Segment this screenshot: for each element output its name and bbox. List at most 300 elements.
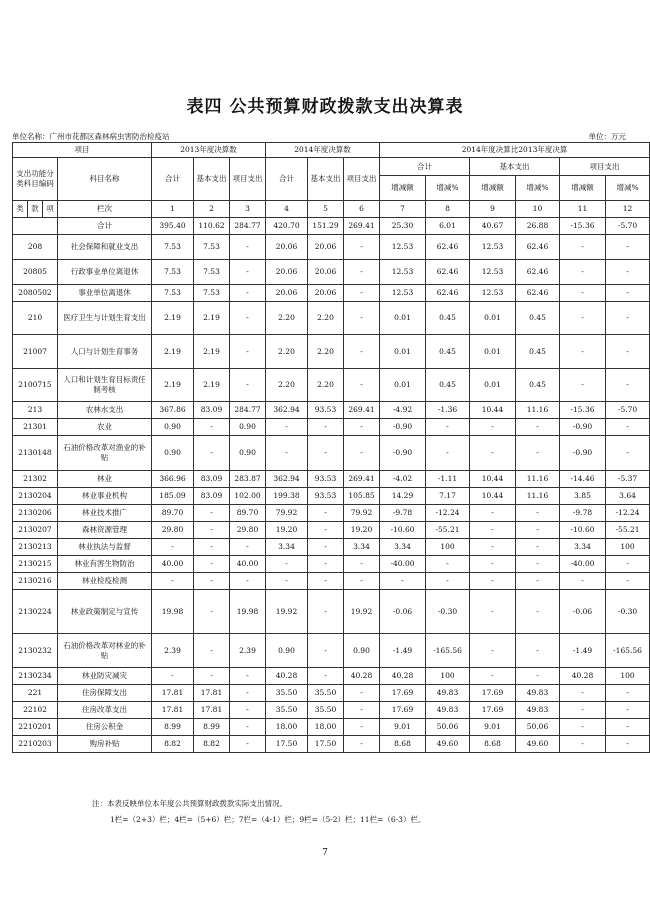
value-cell: - (230, 736, 266, 753)
value-cell: - (194, 668, 230, 685)
value-cell: 269.41 (344, 218, 380, 235)
value-cell: - (266, 436, 308, 471)
header-2013-basic: 基本支出 (194, 158, 230, 201)
value-cell: - (560, 573, 606, 590)
subject-name: 石油价格改革对林业的补贴 (58, 634, 152, 668)
value-cell: 83.09 (194, 471, 230, 488)
value-cell: 7.53 (194, 235, 230, 260)
header-2014: 2014年度决算数 (266, 143, 380, 158)
header-subject: 科目名称 (58, 158, 152, 201)
value-cell: - (560, 719, 606, 736)
value-cell: - (344, 719, 380, 736)
subject-name: 森林资源管理 (58, 522, 152, 539)
value-cell: -9.78 (560, 505, 606, 522)
table-row (13, 471, 650, 488)
value-cell: 100 (426, 539, 470, 556)
value-cell: 50.06 (426, 719, 470, 736)
value-cell: 20.06 (266, 285, 308, 302)
header-inc-amt: 增减额 (560, 176, 606, 201)
value-cell: - (516, 539, 560, 556)
value-cell: - (470, 522, 516, 539)
header-xiang: 项 (43, 201, 58, 218)
value-cell: 40.28 (266, 668, 308, 685)
value-cell: - (516, 419, 560, 436)
value-cell: 17.81 (152, 685, 194, 702)
value-cell: 12.53 (470, 260, 516, 285)
header-cmp-project: 项目支出 (560, 158, 650, 176)
value-cell: - (606, 719, 650, 736)
value-cell: 6.01 (426, 218, 470, 235)
value-cell: - (194, 522, 230, 539)
value-cell: - (230, 285, 266, 302)
table-row (13, 436, 650, 471)
func-code: 2130148 (13, 436, 58, 471)
value-cell: 100 (606, 668, 650, 685)
func-code: 2210201 (13, 719, 58, 736)
value-cell: - (194, 556, 230, 573)
value-cell: - (606, 235, 650, 260)
value-cell: - (470, 419, 516, 436)
subject-name: 事业单位离退休 (58, 285, 152, 302)
value-cell: - (152, 539, 194, 556)
value-cell: 284.77 (230, 402, 266, 419)
value-cell: - (308, 590, 344, 634)
value-cell: 2.20 (308, 302, 344, 335)
value-cell: 0.90 (230, 419, 266, 436)
value-cell: 9.01 (470, 719, 516, 736)
header-row-2 (13, 158, 650, 176)
value-cell: 62.46 (516, 235, 560, 260)
expenditure-table (12, 142, 650, 753)
func-code: 21007 (13, 335, 58, 369)
value-cell: 17.69 (380, 685, 426, 702)
value-cell: - (516, 556, 560, 573)
value-cell: -0.90 (380, 436, 426, 471)
value-cell: -165.56 (426, 634, 470, 668)
value-cell: 0.45 (426, 369, 470, 402)
subject-name: 住房公积金 (58, 719, 152, 736)
value-cell: 2.19 (194, 369, 230, 402)
value-cell: 19.20 (266, 522, 308, 539)
value-cell: 11.16 (516, 402, 560, 419)
header-inc-pct: 增减% (516, 176, 560, 201)
table-row (13, 285, 650, 302)
value-cell: - (230, 369, 266, 402)
value-cell: 8.82 (152, 736, 194, 753)
value-cell: - (230, 668, 266, 685)
column-number-row (13, 201, 650, 218)
value-cell: 35.50 (308, 702, 344, 719)
func-code: 21301 (13, 419, 58, 436)
value-cell: - (344, 573, 380, 590)
value-cell: 29.80 (152, 522, 194, 539)
value-cell: - (344, 260, 380, 285)
value-cell: 269.41 (344, 402, 380, 419)
subject-name: 住房保障支出 (58, 685, 152, 702)
value-cell: 3.34 (344, 539, 380, 556)
header-inc-pct: 增减% (426, 176, 470, 201)
value-cell: - (344, 419, 380, 436)
table-row (13, 505, 650, 522)
table-row (13, 719, 650, 736)
value-cell: - (194, 634, 230, 668)
table-row (13, 260, 650, 285)
value-cell: 11.16 (516, 488, 560, 505)
table-row (13, 590, 650, 634)
func-code: 2130234 (13, 668, 58, 685)
value-cell: - (426, 419, 470, 436)
value-cell: -5.70 (606, 402, 650, 419)
value-cell: - (308, 556, 344, 573)
table-row (13, 634, 650, 668)
value-cell: 25.30 (380, 218, 426, 235)
value-cell: 2.19 (152, 335, 194, 369)
value-cell: 3.34 (560, 539, 606, 556)
value-cell: 0.90 (266, 634, 308, 668)
value-cell: 18.00 (266, 719, 308, 736)
value-cell: 0.45 (516, 335, 560, 369)
value-cell: 366.96 (152, 471, 194, 488)
value-cell: - (266, 556, 308, 573)
value-cell: 17.69 (380, 702, 426, 719)
value-cell: 19.20 (344, 522, 380, 539)
value-cell: 62.46 (426, 260, 470, 285)
subject-name: 农林水支出 (58, 402, 152, 419)
value-cell: - (470, 573, 516, 590)
value-cell: -0.30 (426, 590, 470, 634)
value-cell: - (344, 285, 380, 302)
value-cell: 0.45 (426, 302, 470, 335)
value-cell: - (560, 369, 606, 402)
value-cell: - (516, 505, 560, 522)
value-cell: 19.92 (344, 590, 380, 634)
header-kuan: 款 (28, 201, 43, 218)
value-cell: 0.01 (470, 369, 516, 402)
func-code: 2100715 (13, 369, 58, 402)
value-cell: 7.17 (426, 488, 470, 505)
value-cell: -1.36 (426, 402, 470, 419)
func-code: 213 (13, 402, 58, 419)
value-cell: - (344, 335, 380, 369)
value-cell: 2.20 (266, 302, 308, 335)
subject-name: 人口与计划生育事务 (58, 335, 152, 369)
value-cell: - (516, 522, 560, 539)
value-cell: 17.81 (194, 702, 230, 719)
value-cell: -40.00 (380, 556, 426, 573)
value-cell: - (266, 573, 308, 590)
value-cell: 49.60 (516, 736, 560, 753)
value-cell: - (308, 634, 344, 668)
value-cell: 17.69 (470, 702, 516, 719)
subject-name: 石油价格改革对渔业的补贴 (58, 436, 152, 471)
value-cell: 8.82 (194, 736, 230, 753)
value-cell: - (230, 335, 266, 369)
value-cell: 49.83 (516, 685, 560, 702)
value-cell: - (194, 590, 230, 634)
value-cell: 185.09 (152, 488, 194, 505)
value-cell: - (266, 419, 308, 436)
value-cell: - (344, 702, 380, 719)
header-inc-pct: 增减% (606, 176, 650, 201)
column-number: 9 (470, 201, 516, 218)
header-inc-amt: 增减额 (380, 176, 426, 201)
value-cell: - (152, 573, 194, 590)
value-cell: -0.06 (560, 590, 606, 634)
func-code: 2130204 (13, 488, 58, 505)
subject-name: 社会保障和就业支出 (58, 235, 152, 260)
subject-name: 住房改革支出 (58, 702, 152, 719)
subject-name: 林业技术推广 (58, 505, 152, 522)
table-row (13, 402, 650, 419)
value-cell: 62.46 (516, 260, 560, 285)
value-cell: 0.01 (380, 369, 426, 402)
value-cell: -0.90 (560, 436, 606, 471)
value-cell: - (230, 539, 266, 556)
column-formula: 1栏=（2+3）栏；4栏=（5+6）栏；7栏=（4-1）栏；9栏=（5-2）栏；11栏=（6-3）栏。 (110, 815, 426, 824)
value-cell: -40.00 (560, 556, 606, 573)
value-cell: - (560, 702, 606, 719)
func-code: 2080502 (13, 285, 58, 302)
value-cell: 151.29 (308, 218, 344, 235)
value-cell: 2.20 (308, 335, 344, 369)
value-cell: - (152, 668, 194, 685)
value-cell: 17.81 (194, 685, 230, 702)
subject-name: 林业执法与监督 (58, 539, 152, 556)
value-cell: - (516, 634, 560, 668)
value-cell: - (606, 302, 650, 335)
value-cell: - (230, 573, 266, 590)
table-row (13, 488, 650, 505)
value-cell: 12.53 (470, 235, 516, 260)
value-cell: - (470, 668, 516, 685)
value-cell: -4.92 (380, 402, 426, 419)
value-cell: - (194, 436, 230, 471)
value-cell: 62.46 (426, 285, 470, 302)
unit-label: 单位：万元 (588, 132, 626, 141)
subject-name: 行政事业单位离退休 (58, 260, 152, 285)
value-cell: 19.98 (152, 590, 194, 634)
value-cell: -5.70 (606, 218, 650, 235)
value-cell: 8.68 (380, 736, 426, 753)
value-cell: - (344, 436, 380, 471)
value-cell: -1.49 (560, 634, 606, 668)
column-number: 7 (380, 201, 426, 218)
value-cell: 7.53 (152, 260, 194, 285)
value-cell: - (560, 235, 606, 260)
value-cell: 35.50 (266, 702, 308, 719)
value-cell: 7.53 (152, 235, 194, 260)
value-cell: 10.44 (470, 402, 516, 419)
value-cell: - (194, 419, 230, 436)
value-cell: - (470, 590, 516, 634)
value-cell: 19.98 (230, 590, 266, 634)
value-cell: 362.94 (266, 402, 308, 419)
value-cell: - (230, 685, 266, 702)
header-2014-project: 项目支出 (344, 158, 380, 201)
column-number: 3 (230, 201, 266, 218)
value-cell: - (606, 685, 650, 702)
value-cell: 3.64 (606, 488, 650, 505)
value-cell: -15.36 (560, 402, 606, 419)
value-cell: - (606, 419, 650, 436)
subject-name: 林业事业机构 (58, 488, 152, 505)
value-cell: 110.62 (194, 218, 230, 235)
column-number: 10 (516, 201, 560, 218)
value-cell: -1.49 (380, 634, 426, 668)
header-lei: 类 (13, 201, 28, 218)
value-cell: 0.01 (470, 302, 516, 335)
func-code: 208 (13, 235, 58, 260)
value-cell: 40.28 (344, 668, 380, 685)
value-cell: - (606, 335, 650, 369)
func-code: 2130232 (13, 634, 58, 668)
func-code: 21302 (13, 471, 58, 488)
value-cell: 89.70 (152, 505, 194, 522)
value-cell: 89.70 (230, 505, 266, 522)
header-2013: 2013年度决算数 (152, 143, 266, 158)
value-cell: 40.00 (230, 556, 266, 573)
value-cell: 40.67 (470, 218, 516, 235)
column-number-label: 栏次 (58, 201, 152, 218)
value-cell: 26.88 (516, 218, 560, 235)
value-cell: - (308, 573, 344, 590)
value-cell: -12.24 (606, 505, 650, 522)
value-cell: - (560, 285, 606, 302)
value-cell: 83.09 (194, 402, 230, 419)
subject-name: 农业 (58, 419, 152, 436)
value-cell: 7.53 (152, 285, 194, 302)
value-cell: 0.01 (380, 335, 426, 369)
value-cell: - (606, 369, 650, 402)
value-cell: -12.24 (426, 505, 470, 522)
value-cell: 2.19 (152, 302, 194, 335)
table-row (13, 335, 650, 369)
value-cell: - (560, 302, 606, 335)
value-cell: 49.83 (426, 685, 470, 702)
value-cell: 9.01 (380, 719, 426, 736)
value-cell: 420.70 (266, 218, 308, 235)
header-item: 项目 (13, 143, 152, 158)
value-cell: - (606, 556, 650, 573)
value-cell: - (194, 573, 230, 590)
unit-name: 单位名称：广州市花都区森林病虫害防治检疫站 (12, 132, 170, 141)
value-cell: - (230, 702, 266, 719)
func-code: 2130215 (13, 556, 58, 573)
value-cell: - (560, 260, 606, 285)
value-cell: 0.90 (230, 436, 266, 471)
value-cell: 35.50 (266, 685, 308, 702)
value-cell: - (308, 505, 344, 522)
value-cell: 29.80 (230, 522, 266, 539)
value-cell: 18.00 (308, 719, 344, 736)
value-cell: 2.20 (308, 369, 344, 402)
value-cell: 199.38 (266, 488, 308, 505)
header-row-1 (13, 143, 650, 158)
value-cell: 12.53 (470, 285, 516, 302)
value-cell: - (194, 539, 230, 556)
value-cell: - (308, 436, 344, 471)
value-cell: 284.77 (230, 218, 266, 235)
value-cell: 79.92 (266, 505, 308, 522)
value-cell: 20.06 (308, 260, 344, 285)
value-cell: - (606, 702, 650, 719)
header-2014-basic: 基本支出 (308, 158, 344, 201)
value-cell: 83.09 (194, 488, 230, 505)
column-number: 4 (266, 201, 308, 218)
value-cell: 17.69 (470, 685, 516, 702)
header-compare: 2014年度决算比2013年度决算 (380, 143, 650, 158)
header-2014-total: 合计 (266, 158, 308, 201)
value-cell: 100 (426, 668, 470, 685)
value-cell: 40.28 (560, 668, 606, 685)
header-2013-total: 合计 (152, 158, 194, 201)
value-cell: - (308, 419, 344, 436)
value-cell: -165.56 (606, 634, 650, 668)
value-cell: -10.60 (560, 522, 606, 539)
page-title: 表四 公共预算财政拨款支出决算表 (186, 97, 464, 117)
value-cell: - (426, 556, 470, 573)
value-cell: - (560, 736, 606, 753)
value-cell: -1.11 (426, 471, 470, 488)
subject-name: 林业 (58, 471, 152, 488)
value-cell: 0.45 (516, 369, 560, 402)
header-func-code: 支出功能分类科目编码 (13, 158, 58, 201)
value-cell: 17.81 (152, 702, 194, 719)
value-cell: - (470, 556, 516, 573)
value-cell: - (516, 436, 560, 471)
column-number: 11 (560, 201, 606, 218)
subject-name: 林业政策制定与宣传 (58, 590, 152, 634)
value-cell: 3.85 (560, 488, 606, 505)
func-code: 2130216 (13, 573, 58, 590)
header-cmp-total: 合计 (380, 158, 470, 176)
table-row (13, 539, 650, 556)
func-code: 221 (13, 685, 58, 702)
value-cell: - (344, 369, 380, 402)
table-row (13, 685, 650, 702)
value-cell: -55.21 (426, 522, 470, 539)
subject-name: 医疗卫生与计划生育支出 (58, 302, 152, 335)
table-row (13, 218, 650, 235)
value-cell: - (308, 539, 344, 556)
value-cell: 367.86 (152, 402, 194, 419)
value-cell: 20.06 (266, 260, 308, 285)
value-cell: - (344, 736, 380, 753)
value-cell: 79.92 (344, 505, 380, 522)
value-cell: 283.87 (230, 471, 266, 488)
func-code: 210 (13, 302, 58, 335)
value-cell: 40.00 (152, 556, 194, 573)
subject-name: 合计 (58, 218, 152, 235)
value-cell: - (344, 556, 380, 573)
value-cell: 0.90 (152, 436, 194, 471)
value-cell: 11.16 (516, 471, 560, 488)
value-cell: - (516, 668, 560, 685)
value-cell: - (380, 573, 426, 590)
table-row (13, 702, 650, 719)
value-cell: -5.37 (606, 471, 650, 488)
column-number: 5 (308, 201, 344, 218)
value-cell: 12.53 (380, 235, 426, 260)
value-cell: 20.06 (308, 235, 344, 260)
subject-name: 人口和计划生育目标责任制考核 (58, 369, 152, 402)
page-number: 7 (322, 848, 328, 858)
value-cell: 102.00 (230, 488, 266, 505)
value-cell: -14.46 (560, 471, 606, 488)
value-cell: 50.06 (516, 719, 560, 736)
value-cell: 2.20 (266, 335, 308, 369)
table-row (13, 668, 650, 685)
